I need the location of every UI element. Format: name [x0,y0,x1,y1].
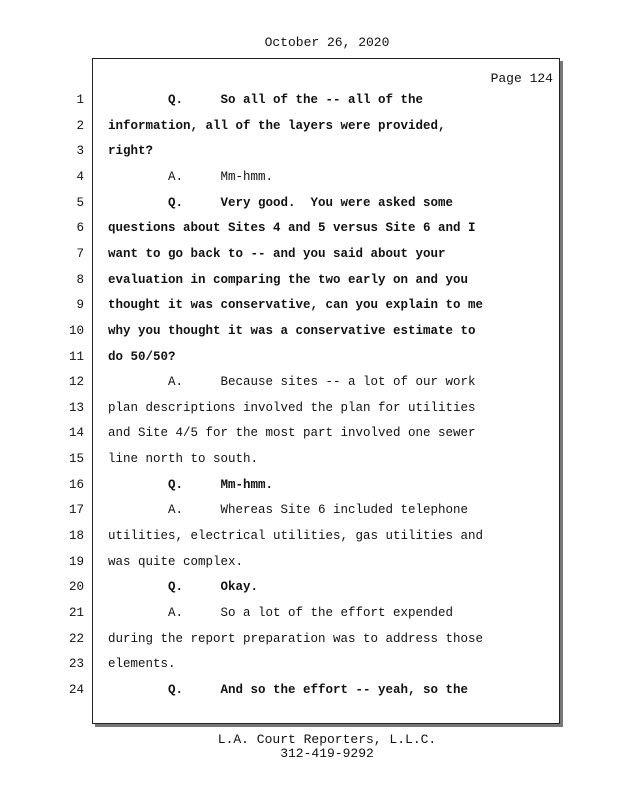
line-number: 6 [76,221,84,236]
header-date: October 26, 2020 [264,35,390,50]
line-number: 1 [76,93,84,107]
line-number: 19 [68,554,84,569]
line-number: 22 [68,631,84,646]
line-number: 7 [76,246,84,261]
transcript-line-text: A. So a lot of the effort expended [108,606,454,620]
line-number: 23 [68,657,84,672]
transcript-line-text: Q. So all of the -- all of the [108,93,424,107]
transcript-line-text: line north to south. [108,452,259,467]
footer-phone: 312-419-9292 [280,746,374,761]
transcript-line-text: A. Whereas Site 6 included telephone [108,503,469,518]
line-number: 2 [76,118,84,133]
line-number: 9 [76,298,84,313]
line-number: 13 [68,400,84,415]
line-number: 10 [68,323,84,338]
transcript-line-text: A. Because sites -- a lot of our work [108,375,476,390]
transcript-line-text: Q. Mm-hmm. [108,477,274,492]
transcript-line-text: why you thought it was a conservative estimate to [108,323,476,338]
line-number: 17 [68,503,84,518]
line-number: 16 [68,477,84,492]
transcript-line-text: plan descriptions involved the plan for utilities [108,400,476,415]
transcript-line-text: questions about Sites 4 and 5 versus Site 6 and I [108,221,476,236]
footer-company: L.A. Court Reporters, L.L.C. [217,732,437,747]
page-number: Page 124 [490,71,553,86]
transcript-line-text: right? [108,144,154,159]
transcript-line-text: elements. [108,657,176,672]
line-number: 14 [68,426,84,441]
line-number: 24 [68,682,84,697]
line-number: 11 [68,349,84,364]
transcript-line-text: was quite complex. [108,554,244,569]
line-number: 21 [68,606,84,620]
transcript-line-text: Q. Very good. You were asked some [108,195,454,210]
transcript-line-text: Q. Okay. [108,580,259,595]
footer [0,733,618,761]
line-number: 12 [68,375,84,390]
transcript-line-text: during the report preparation was to address those [108,631,484,646]
line-number: 5 [76,195,84,210]
transcript-line-text: and Site 4/5 for the most part involved one sewer [108,426,476,441]
transcript-line-text: do 50/50? [108,349,176,364]
line-number: 4 [76,169,84,184]
transcript-line-text: information, all of the layers were provided, [108,118,446,133]
line-number: 20 [68,580,84,595]
transcript-line-text: evaluation in comparing the two early on and you [108,272,469,287]
transcript-page-frame [92,58,560,724]
transcript-line-text: utilities, electrical utilities, gas utilities and [108,529,484,544]
line-number: 8 [76,272,84,287]
transcript-line-text: thought it was conservative, can you explain to me [108,298,484,313]
line-number: 3 [76,144,84,159]
transcript-line-text: A. Mm-hmm. [108,169,274,184]
transcript-line-text: want to go back to -- and you said about your [108,246,446,261]
line-number: 18 [68,529,84,544]
transcript-line-text: Q. And so the effort -- yeah, so the [108,682,469,697]
line-number: 15 [68,452,84,467]
